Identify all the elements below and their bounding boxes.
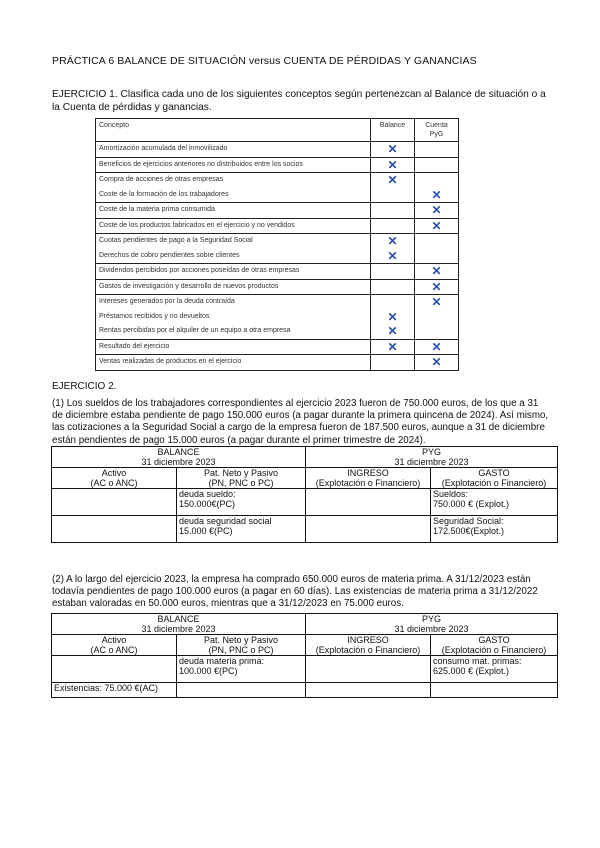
table-row bbox=[52, 516, 558, 543]
pyg-cell bbox=[415, 264, 459, 280]
cross-mark-icon: ✕ bbox=[387, 234, 398, 248]
col-gasto: GASTO (Explotación o Financiero) bbox=[431, 468, 558, 489]
cross-mark-icon: ✕ bbox=[431, 355, 442, 369]
cell-gasto: consumo mat. primas: 625.000 € (Explot.) bbox=[431, 656, 558, 683]
balance-cell bbox=[371, 339, 415, 355]
col-activo: Activo (AC o ANC) bbox=[52, 635, 177, 656]
cross-mark-icon: ✕ bbox=[431, 218, 442, 233]
cell-gasto: Seguridad Social: 172.500€(Explot.) bbox=[431, 516, 558, 543]
col-ingreso: INGRESO (Explotación o Financiero) bbox=[306, 635, 431, 656]
page-title: PRÁCTICA 6 BALANCE DE SITUACIÓN versus CUENTA DE PÉRDIDAS Y GANANCIAS bbox=[52, 55, 477, 67]
col-gasto: GASTO (Explotación o Financiero) bbox=[431, 635, 558, 656]
balance-header: BALANCE 31 diciembre 2023 bbox=[52, 614, 306, 635]
col-pasivo: Pat. Neto y Pasivo (PN, PNC o PC) bbox=[177, 635, 306, 656]
concept-text: Resultado del ejercicio bbox=[99, 342, 170, 350]
concept-cell bbox=[96, 203, 371, 219]
concept-text: Intereses generados por la deuda contraída bbox=[99, 298, 235, 305]
cell-gasto: Sueldos: 750.000 € (Explot.) bbox=[431, 489, 558, 516]
cell-activo bbox=[52, 489, 177, 516]
cross-mark-icon: ✕ bbox=[387, 339, 398, 354]
header-concepto: Concepto bbox=[96, 119, 371, 142]
exercise-2-part-2-table bbox=[51, 613, 558, 698]
concept-cell bbox=[96, 218, 371, 234]
cell-activo bbox=[52, 656, 177, 683]
pyg-cell bbox=[415, 279, 459, 295]
cell-pasivo bbox=[177, 683, 306, 698]
concept-cell bbox=[96, 264, 371, 280]
balance-cell bbox=[371, 173, 415, 203]
concept-text: Cuotas pendientes de pago a la Seguridad Social bbox=[99, 237, 253, 244]
table-row bbox=[52, 656, 558, 683]
concept-cell bbox=[96, 339, 371, 355]
cross-mark-icon: ✕ bbox=[387, 324, 398, 338]
table-row bbox=[96, 142, 459, 158]
concept-cell bbox=[96, 279, 371, 295]
concept-text: Amortización acumulada del inmovilizado bbox=[99, 145, 228, 152]
concept-cell bbox=[96, 234, 371, 264]
empty-mark bbox=[418, 158, 455, 173]
pyg-cell bbox=[415, 157, 459, 173]
table-row bbox=[96, 339, 459, 355]
cross-mark-icon: ✕ bbox=[431, 264, 442, 278]
balance-cell bbox=[371, 355, 415, 371]
exercise-1-table bbox=[95, 118, 459, 371]
empty-mark bbox=[418, 234, 455, 249]
header-balance: Balance bbox=[371, 119, 415, 142]
balance-cell bbox=[371, 142, 415, 158]
pyg-header: PYG 31 diciembre 2023 bbox=[306, 447, 558, 468]
balance-cell bbox=[371, 295, 415, 340]
header-pyg: Cuenta PyG bbox=[415, 119, 459, 142]
empty-mark bbox=[374, 280, 411, 295]
cell-pasivo: deuda materia prima: 100.000 €(PC) bbox=[177, 656, 306, 683]
empty-mark bbox=[418, 173, 455, 188]
balance-cell bbox=[371, 264, 415, 280]
empty-mark bbox=[374, 355, 411, 370]
concept-cell bbox=[96, 295, 371, 340]
empty-mark bbox=[418, 249, 455, 264]
pyg-cell bbox=[415, 234, 459, 264]
pyg-cell bbox=[415, 339, 459, 355]
concept-cell bbox=[96, 142, 371, 158]
concept-text: Compra de acciones de otras empresas bbox=[99, 176, 224, 183]
balance-cell bbox=[371, 157, 415, 173]
balance-cell bbox=[371, 279, 415, 295]
cell-ingreso bbox=[306, 489, 431, 516]
cell-pasivo: deuda seguridad social 15.000 €(PC) bbox=[177, 516, 306, 543]
table-row bbox=[96, 157, 459, 173]
empty-mark bbox=[418, 310, 455, 325]
concept-text: Rentas percibidas por el alquiler de un equipo a otra empresa bbox=[99, 327, 291, 334]
cell-pasivo: deuda sueldo: 150.000€(PC) bbox=[177, 489, 306, 516]
pyg-cell bbox=[415, 355, 459, 371]
cross-mark-icon: ✕ bbox=[387, 142, 398, 156]
cross-mark-icon: ✕ bbox=[431, 295, 442, 309]
col-pasivo: Pat. Neto y Pasivo (PN, PNC o PC) bbox=[177, 468, 306, 489]
cell-ingreso bbox=[306, 683, 431, 698]
concept-text: Ventas realizadas de productos en el ejercicio bbox=[99, 358, 242, 365]
table-row bbox=[96, 203, 459, 219]
concept-text: Coste de los productos fabricados en el ejercicio y no vendidos bbox=[99, 221, 295, 229]
exercise-2-part-1-text: (1) Los sueldos de los trabajadores correspondientes al ejercicio 2023 fueron de 750.000 euros, de los que a 31 de diciembre estaba pendiente de pago 150.000 euros (a pagar durante la primera quincena de 2024). Así mismo, las cotizaciones a la Seguridad Social a cargo de la empresa fueron de 187.500 euros, aunque a 31 de diciembre están pendientes de pago 15.000 euros (a pagar durante el primer trimestre de 2024). bbox=[52, 398, 549, 446]
exercise-2-part-1-table bbox=[51, 446, 558, 543]
balance-cell bbox=[371, 234, 415, 264]
concept-text: Gastos de investigación y desarrollo de nuevos productos bbox=[99, 282, 279, 290]
col-ingreso: INGRESO (Explotación o Financiero) bbox=[306, 468, 431, 489]
cross-mark-icon: ✕ bbox=[387, 309, 398, 324]
concept-text: Dividendos percibidos por acciones poseídas de otras empresas bbox=[99, 267, 300, 274]
table-row bbox=[52, 489, 558, 516]
cross-mark-icon: ✕ bbox=[387, 248, 398, 263]
table-row bbox=[96, 279, 459, 295]
empty-mark bbox=[374, 188, 411, 203]
empty-mark bbox=[418, 324, 455, 339]
pyg-cell bbox=[415, 173, 459, 203]
concept-text: Derechos de cobro pendientes sobre clientes bbox=[99, 251, 240, 259]
table-row bbox=[96, 234, 459, 264]
empty-mark bbox=[418, 142, 455, 157]
concept-cell bbox=[96, 157, 371, 173]
col-activo: Activo (AC o ANC) bbox=[52, 468, 177, 489]
pyg-cell bbox=[415, 218, 459, 234]
concept-cell bbox=[96, 355, 371, 371]
exercise-2-heading: EJERCICIO 2. bbox=[52, 381, 117, 392]
cell-activo bbox=[52, 516, 177, 543]
table-row bbox=[96, 295, 459, 340]
table-row bbox=[52, 683, 558, 698]
empty-mark bbox=[374, 264, 411, 279]
cross-mark-icon: ✕ bbox=[387, 173, 398, 187]
cell-ingreso bbox=[306, 656, 431, 683]
cross-mark-icon: ✕ bbox=[431, 203, 442, 217]
table-row bbox=[96, 218, 459, 234]
table-row bbox=[96, 173, 459, 203]
cross-mark-icon: ✕ bbox=[431, 339, 442, 354]
balance-header: BALANCE 31 diciembre 2023 bbox=[52, 447, 306, 468]
concept-text: Beneficios de ejercicios anteriores no distribuidos entre los socios bbox=[99, 160, 303, 168]
cell-ingreso bbox=[306, 516, 431, 543]
table-header-row bbox=[96, 119, 459, 142]
exercise-2-part-2-text: (2) A lo largo del ejercicio 2023, la empresa ha comprado 650.000 euros de materia prima. A 31/12/2023 están todavía pendientes de pago 100.000 euros (a pagar en 60 días). Las existencias de materia prima a 31/12/2022 estaban valoradas en 50.000 euros, mientras que a 31/12/2023 en 75.000 euros. bbox=[52, 574, 538, 610]
pyg-cell bbox=[415, 295, 459, 340]
empty-mark bbox=[374, 203, 411, 218]
concept-text: Coste de la formación de los trabajadores bbox=[99, 190, 229, 198]
pyg-cell bbox=[415, 142, 459, 158]
empty-mark bbox=[374, 219, 411, 234]
concept-text: Coste de la materia prima consumida bbox=[99, 206, 215, 213]
concept-cell bbox=[96, 173, 371, 203]
balance-cell bbox=[371, 203, 415, 219]
pyg-header: PYG 31 diciembre 2023 bbox=[306, 614, 558, 635]
exercise-1-statement: EJERCICIO 1. Clasifica cada uno de los siguientes conceptos según pertenezcan al Balance de situación o a la Cuenta de pérdidas y ganancias. bbox=[52, 89, 546, 113]
empty-mark bbox=[374, 295, 411, 310]
pyg-cell bbox=[415, 203, 459, 219]
cross-mark-icon: ✕ bbox=[387, 157, 398, 172]
table-row bbox=[96, 264, 459, 280]
cross-mark-icon: ✕ bbox=[431, 279, 442, 294]
table-row bbox=[96, 355, 459, 371]
balance-cell bbox=[371, 218, 415, 234]
cross-mark-icon: ✕ bbox=[431, 187, 442, 202]
cell-activo: Existencias: 75.000 €(AC) bbox=[52, 683, 177, 698]
concept-text: Préstamos recibidos y no devueltos bbox=[99, 312, 210, 320]
cell-gasto bbox=[431, 683, 558, 698]
